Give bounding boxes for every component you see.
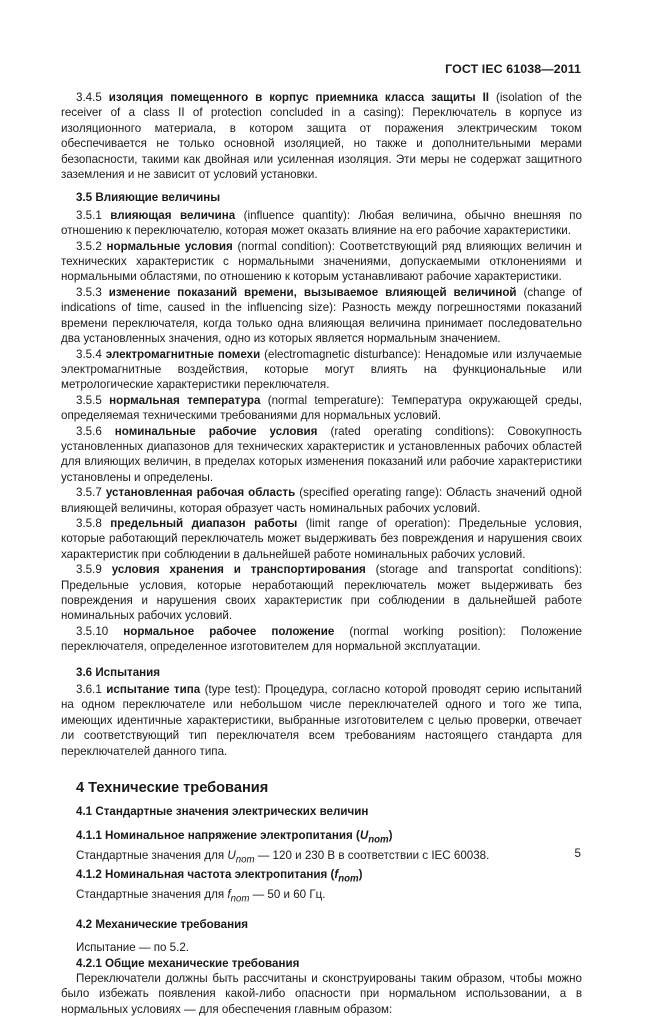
term: нормальные условия: [106, 239, 233, 253]
definition-3-4-5: [61, 90, 582, 182]
definition-text: (limit range of operation): Предельные условия, которые работающий переключатель может выдерживать без повреждения и нарушения своих характеристик при соблюдении в дальнейшей работе номинальных рабочих условий.: [61, 516, 582, 561]
clause-number: 3.5.9: [76, 563, 112, 577]
clause-number: 3.4.5: [76, 91, 109, 104]
definition-text: (normal condition): Соответствующий ряд влияющих величин и технических характеристик с нормальными значениями, допускаемыми отклонениями и нормальными областями, по отношению к которым устанавливают рабочие характеристики.: [61, 239, 583, 284]
term: номинальные рабочие условия: [114, 424, 318, 438]
section-4-2-1-title: 4.2.1 Общие механические требования: [76, 956, 300, 970]
text: Стандартные значения для: [76, 888, 228, 902]
clause-number: 3.5.6: [76, 424, 115, 438]
definition-3-5-9: [61, 562, 582, 624]
term: нормальная температура: [109, 393, 261, 407]
text: — 120 и 230 В в соответствии с IEC 60038.: [254, 848, 490, 862]
symbol: U: [227, 848, 236, 862]
page-number: 5: [574, 847, 581, 860]
section-3-6-title: 3.6 Испытания: [76, 665, 161, 679]
clause-number: 3.5.5: [76, 393, 110, 407]
heading-text: 4.1.1 Номинальное напряжение электропитания (: [76, 828, 360, 842]
definition-text: (specified operating range): Область значений одной влияющей величины, которая образует часть номинальных рабочих условий.: [61, 486, 583, 515]
section-4-2-test: Испытание — по 5.2.: [76, 941, 190, 955]
definition-3-5-1: [61, 208, 582, 239]
definition-3-5-8: [61, 516, 582, 562]
symbol-subscript: nom: [338, 873, 359, 885]
symbol-subscript: nom: [230, 893, 250, 905]
symbol: f: [227, 888, 231, 902]
clause-number: 3.5.2: [76, 239, 107, 253]
term: условия хранения и транспортирования: [111, 563, 366, 577]
section-4-1-2-text: [61, 887, 582, 907]
section-4-1-title: 4.1 Стандартные значения электрических величин: [76, 805, 369, 819]
symbol: f: [334, 868, 339, 882]
definition-3-5-3: [61, 285, 582, 347]
heading-text: ): [388, 828, 393, 842]
section-4-2-title: 4.2 Механические требования: [76, 917, 249, 931]
symbol-subscript: nom: [235, 853, 255, 865]
definition-text: (type test): Процедура, согласно которой проводят серию испытаний на одном переключателе или небольшом числе переключателей одного и того же типа, имеющих идентичные характеристики, выбранные изготовителем с целью проверки, отвечает ли соответствующий тип переключателя всем требованиям настоящего стандарта для переключателей данного типа.: [61, 683, 582, 758]
section-4-title: 4 Технические требования: [76, 780, 269, 797]
document-body: [61, 90, 582, 1017]
heading-text: ): [358, 868, 363, 882]
text: Стандартные значения для: [76, 848, 228, 862]
term: влияющая величина: [110, 208, 236, 222]
definition-text: (rated operating conditions): Совокупность установленных диапазонов для технических характеристик и установленных рабочих областей для влияющих величин, в пределах которых изменения показаний или рабочие характеристики установлены и определены.: [61, 424, 582, 484]
definition-text: (storage and transportat conditions): Предельные условия, которые неработающий переключатель может выдерживать без повреждения и нарушения своих характеристик при соблюдении в дальнейшей работе номинальных рабочих условий.: [61, 563, 582, 623]
definition-text: (influence quantity): Любая величина, обычно внешняя по отношению к переключателю, которая может оказать влияние на его рабочие характеристики.: [61, 208, 582, 238]
definition-text: (electromagnetic disturbance): Ненадомые или излучаемые электромагнитные воздействия, которые могут влиять на функциональные или метрологические характеристики переключателя.: [61, 347, 582, 392]
definition-3-5-2: [61, 239, 582, 285]
term: предельный диапазон работы: [110, 516, 298, 530]
term: электромагнитные помехи: [105, 347, 261, 361]
definition-3-5-5: [61, 393, 582, 424]
clause-number: 3.5.4: [76, 347, 106, 361]
clause-number: 3.5.7: [76, 486, 106, 500]
clause-number: 3.5.3: [76, 285, 109, 299]
term: установленная рабочая область: [105, 486, 296, 500]
clause-number: 3.5.1: [76, 208, 111, 222]
clause-number: 3.5.8: [76, 516, 111, 530]
definition-text: (normal temperature): Температура окружающей среды, определяемая техническими требованиями для нормальных условий.: [61, 393, 582, 423]
standard-code-header: ГОСТ IEC 61038—2011: [445, 62, 581, 76]
symbol-subscript: nom: [368, 834, 389, 846]
section-4-1-1-text: [61, 848, 582, 868]
clause-number: 3.5.10: [76, 624, 124, 638]
definition-3-5-10: [61, 624, 582, 655]
term: нормальное рабочее положение: [123, 624, 335, 638]
heading-text: 4.1.2 Номинальная частота электропитания (: [76, 868, 335, 882]
section-4-1-1-title: [61, 828, 582, 848]
definition-text: (normal working position): Положение переключателя, определенное изготовителем для нормальной эксплуатации.: [61, 624, 582, 654]
section-4-1-2-title: [61, 867, 582, 887]
text: — 50 и 60 Гц.: [249, 888, 326, 902]
term: испытание типа: [106, 683, 201, 697]
symbol: U: [359, 828, 369, 842]
term: изменение показаний времени, вызываемое влияющей величиной: [108, 285, 517, 299]
definition-3-6-1: [61, 682, 582, 759]
definition-3-5-6: [61, 424, 582, 486]
section-3-5-title: 3.5 Влияющие величины: [76, 191, 221, 205]
term: изоляция помещенного в корпус приемника класса защиты II: [108, 91, 490, 104]
definition-3-5-4: [61, 347, 582, 393]
definition-3-5-7: [61, 485, 582, 516]
clause-number: 3.6.1: [76, 683, 107, 697]
definition-text: (change of indications of time, caused in the influencing size): Разность между погрешностями показаний времени переключателя, когда только одна влияющая величина принимает последовательно два установленных значения, одно из которых является нормальным значением.: [61, 285, 582, 346]
definition-text: (isolation of the receiver of a class II of protection concluded in a casing): Переключатель в корпусе из изоляционного материала, в котором защита от поражения электрическим током обеспечивается не только основной изоляцией, но также и дополнительными мерами безопасности, такими как двойная или усиленная изоляция. Эти меры не содержат защитного заземления и не зависит от условий установки.: [61, 91, 582, 182]
section-4-2-1-text: Переключатели должны быть рассчитаны и сконструированы таким образом, чтобы можно было избежать появления какой-либо опасности при нормальном использовании, а в нормальных условиях — для обеспечения главным образом:: [61, 971, 582, 1016]
